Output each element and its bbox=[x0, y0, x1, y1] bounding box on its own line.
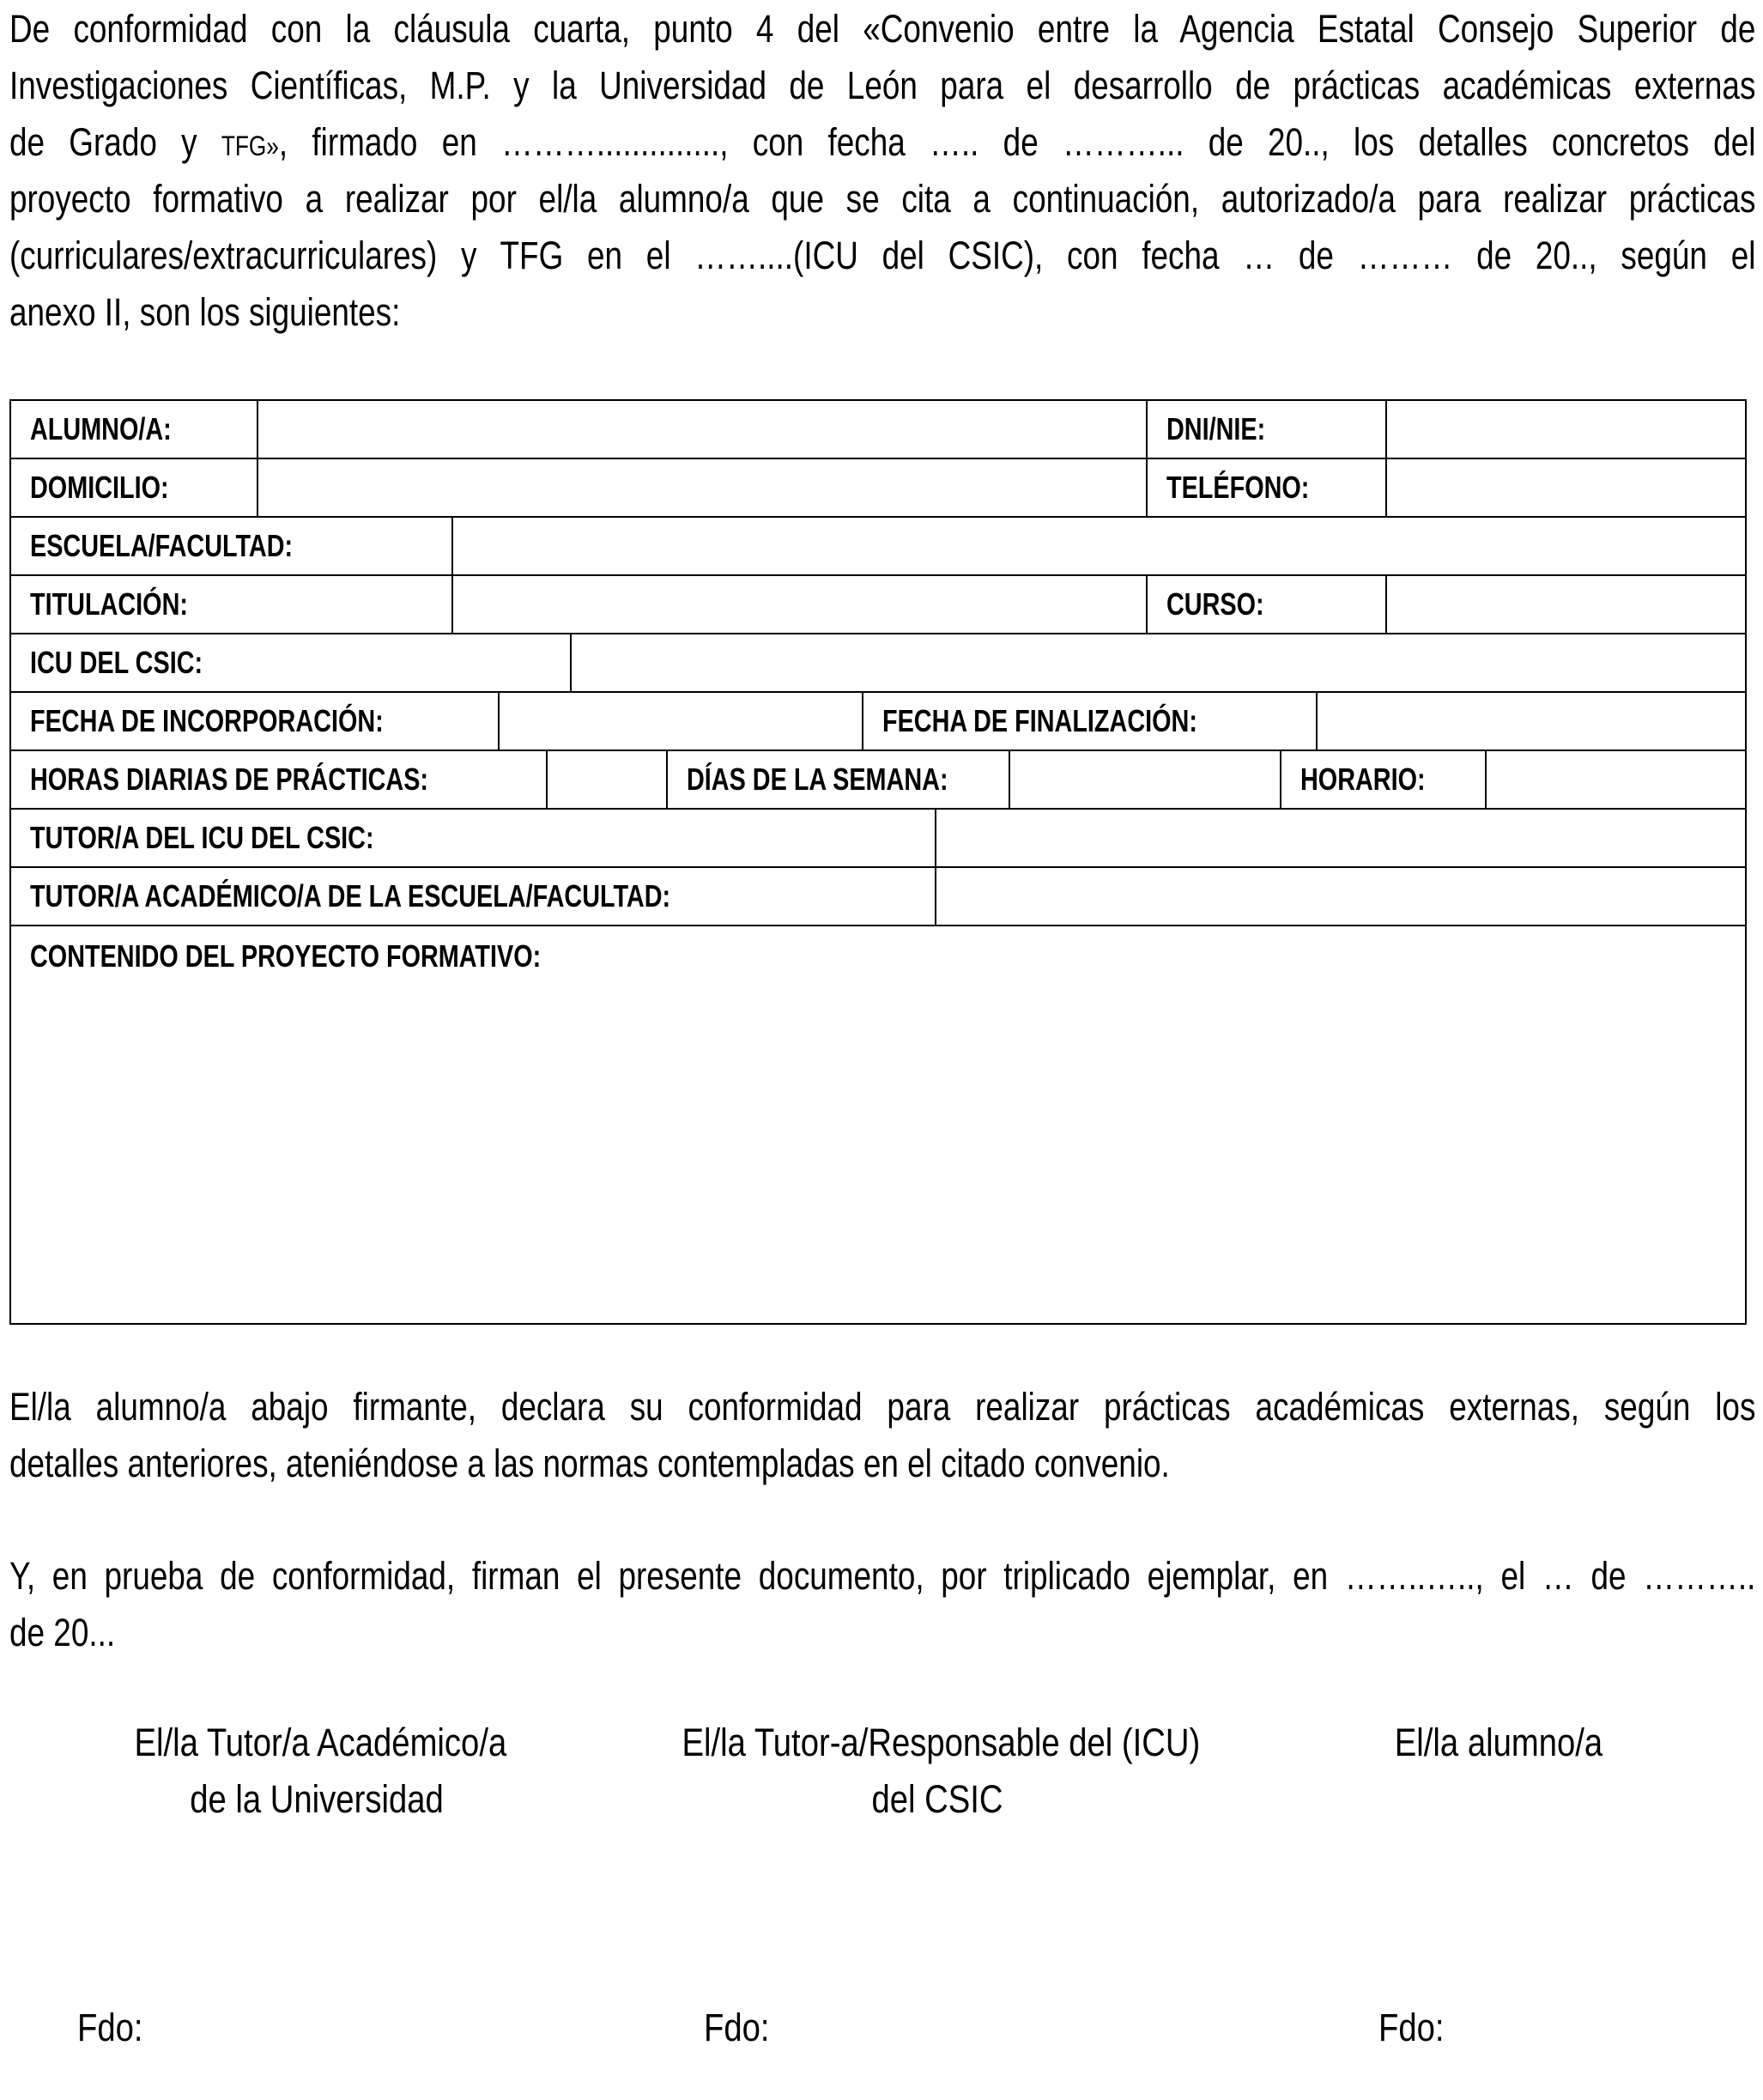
intro-line-start: de Grado y bbox=[9, 120, 221, 164]
field-dni[interactable] bbox=[1387, 401, 1745, 458]
field-horario[interactable] bbox=[1487, 751, 1745, 808]
row-fechas bbox=[11, 693, 1745, 751]
student-form-table bbox=[9, 399, 1747, 1325]
row-icu bbox=[11, 634, 1745, 693]
row-titulacion bbox=[11, 576, 1745, 634]
tfg-small: TFG» bbox=[221, 130, 279, 161]
intro-line: (curriculares/extracurriculares) y TFG en el ……....(ICU del CSIC), con fecha … de ……… de 20.., según el bbox=[9, 234, 1756, 277]
label-contenido: CONTENIDO DEL PROYECTO FORMATIVO: bbox=[30, 938, 542, 974]
field-icu[interactable] bbox=[572, 634, 1745, 691]
signature-block-tutor-csic bbox=[682, 1715, 1201, 1828]
label-titulacion: TITULACIÓN: bbox=[11, 576, 453, 633]
signature-title: El/la Tutor-a/Responsable del (ICU) bbox=[682, 1721, 1201, 1764]
declaration-line: El/la alumno/a abajo firmante, declara su conformidad para realizar prácticas académicas externas, según los bbox=[9, 1385, 1756, 1429]
field-curso[interactable] bbox=[1387, 576, 1745, 633]
closing-line: Y, en prueba de conformidad, firman el presente documento, por triplicado ejemplar, en ……..….., el … de ……….. bbox=[9, 1554, 1756, 1598]
label-dias: DÍAS DE LA SEMANA: bbox=[668, 751, 1010, 808]
signature-title: El/la alumno/a bbox=[1394, 1721, 1603, 1764]
signature-title: El/la Tutor/a Académico/a bbox=[134, 1721, 507, 1764]
intro-line-rest: , firmado en ……….............., con fecha ….. de ………... de 20.., los detalles concretos del bbox=[278, 120, 1756, 164]
field-escuela[interactable] bbox=[453, 518, 1745, 574]
fdo-tutor-csic: Fdo: bbox=[704, 2006, 770, 2049]
row-alumno bbox=[11, 401, 1745, 459]
closing-line: de 20... bbox=[9, 1611, 116, 1654]
field-dias[interactable] bbox=[1010, 751, 1281, 808]
signature-subtitle: de la Universidad bbox=[190, 1777, 444, 1821]
field-domicilio[interactable] bbox=[258, 459, 1148, 516]
label-telefono: TELÉFONO: bbox=[1148, 459, 1387, 516]
signature-block-alumno bbox=[1353, 1715, 1645, 1771]
field-fecha-finalizacion[interactable] bbox=[1318, 693, 1745, 750]
signature-subtitle: del CSIC bbox=[871, 1777, 1003, 1821]
row-escuela bbox=[11, 518, 1745, 576]
intro-line: De conformidad con la cláusula cuarta, punto 4 del «Convenio entre la Agencia Estatal Consejo Superior de bbox=[9, 7, 1756, 51]
label-icu: ICU DEL CSIC: bbox=[11, 634, 572, 691]
label-dni: DNI/NIE: bbox=[1148, 401, 1387, 458]
field-horas[interactable] bbox=[548, 751, 668, 808]
row-contenido[interactable] bbox=[11, 926, 1745, 1323]
row-horas bbox=[11, 751, 1745, 810]
declaration-line: detalles anteriores, ateniéndose a las normas contempladas en el citado convenio. bbox=[9, 1441, 1170, 1485]
label-fecha-incorporacion: FECHA DE INCORPORACIÓN: bbox=[11, 693, 500, 750]
field-tutor-icu[interactable] bbox=[936, 810, 1745, 866]
signature-block-tutor-academico bbox=[134, 1715, 507, 1828]
fdo-tutor-academico: Fdo: bbox=[77, 2006, 143, 2049]
label-curso: CURSO: bbox=[1148, 576, 1387, 633]
field-telefono[interactable] bbox=[1387, 459, 1745, 516]
label-escuela: ESCUELA/FACULTAD: bbox=[11, 518, 453, 574]
label-fecha-finalizacion: FECHA DE FINALIZACIÓN: bbox=[863, 693, 1318, 750]
field-titulacion[interactable] bbox=[453, 576, 1148, 633]
fdo-alumno: Fdo: bbox=[1378, 2006, 1445, 2049]
label-horario: HORARIO: bbox=[1281, 751, 1487, 808]
label-horas: HORAS DIARIAS DE PRÁCTICAS: bbox=[11, 751, 548, 808]
label-tutor-icu: TUTOR/A DEL ICU DEL CSIC: bbox=[11, 810, 936, 866]
intro-line bbox=[9, 114, 1755, 174]
row-tutor-icu bbox=[11, 810, 1745, 868]
field-tutor-academico[interactable] bbox=[936, 868, 1745, 925]
row-tutor-academico bbox=[11, 868, 1745, 926]
field-fecha-incorporacion[interactable] bbox=[500, 693, 863, 750]
label-alumno: ALUMNO/A: bbox=[11, 401, 258, 458]
label-domicilio: DOMICILIO: bbox=[11, 459, 258, 516]
row-domicilio bbox=[11, 459, 1745, 518]
intro-line: Investigaciones Científicas, M.P. y la Universidad de León para el desarrollo de prácticas académicas externas bbox=[9, 64, 1756, 107]
field-alumno[interactable] bbox=[258, 401, 1148, 458]
intro-line: anexo II, son los siguientes: bbox=[9, 290, 401, 334]
label-tutor-academico: TUTOR/A ACADÉMICO/A DE LA ESCUELA/FACULTAD: bbox=[11, 868, 936, 925]
intro-line: proyecto formativo a realizar por el/la alumno/a que se cita a continuación, autorizado/a para realizar prácticas bbox=[9, 177, 1756, 221]
